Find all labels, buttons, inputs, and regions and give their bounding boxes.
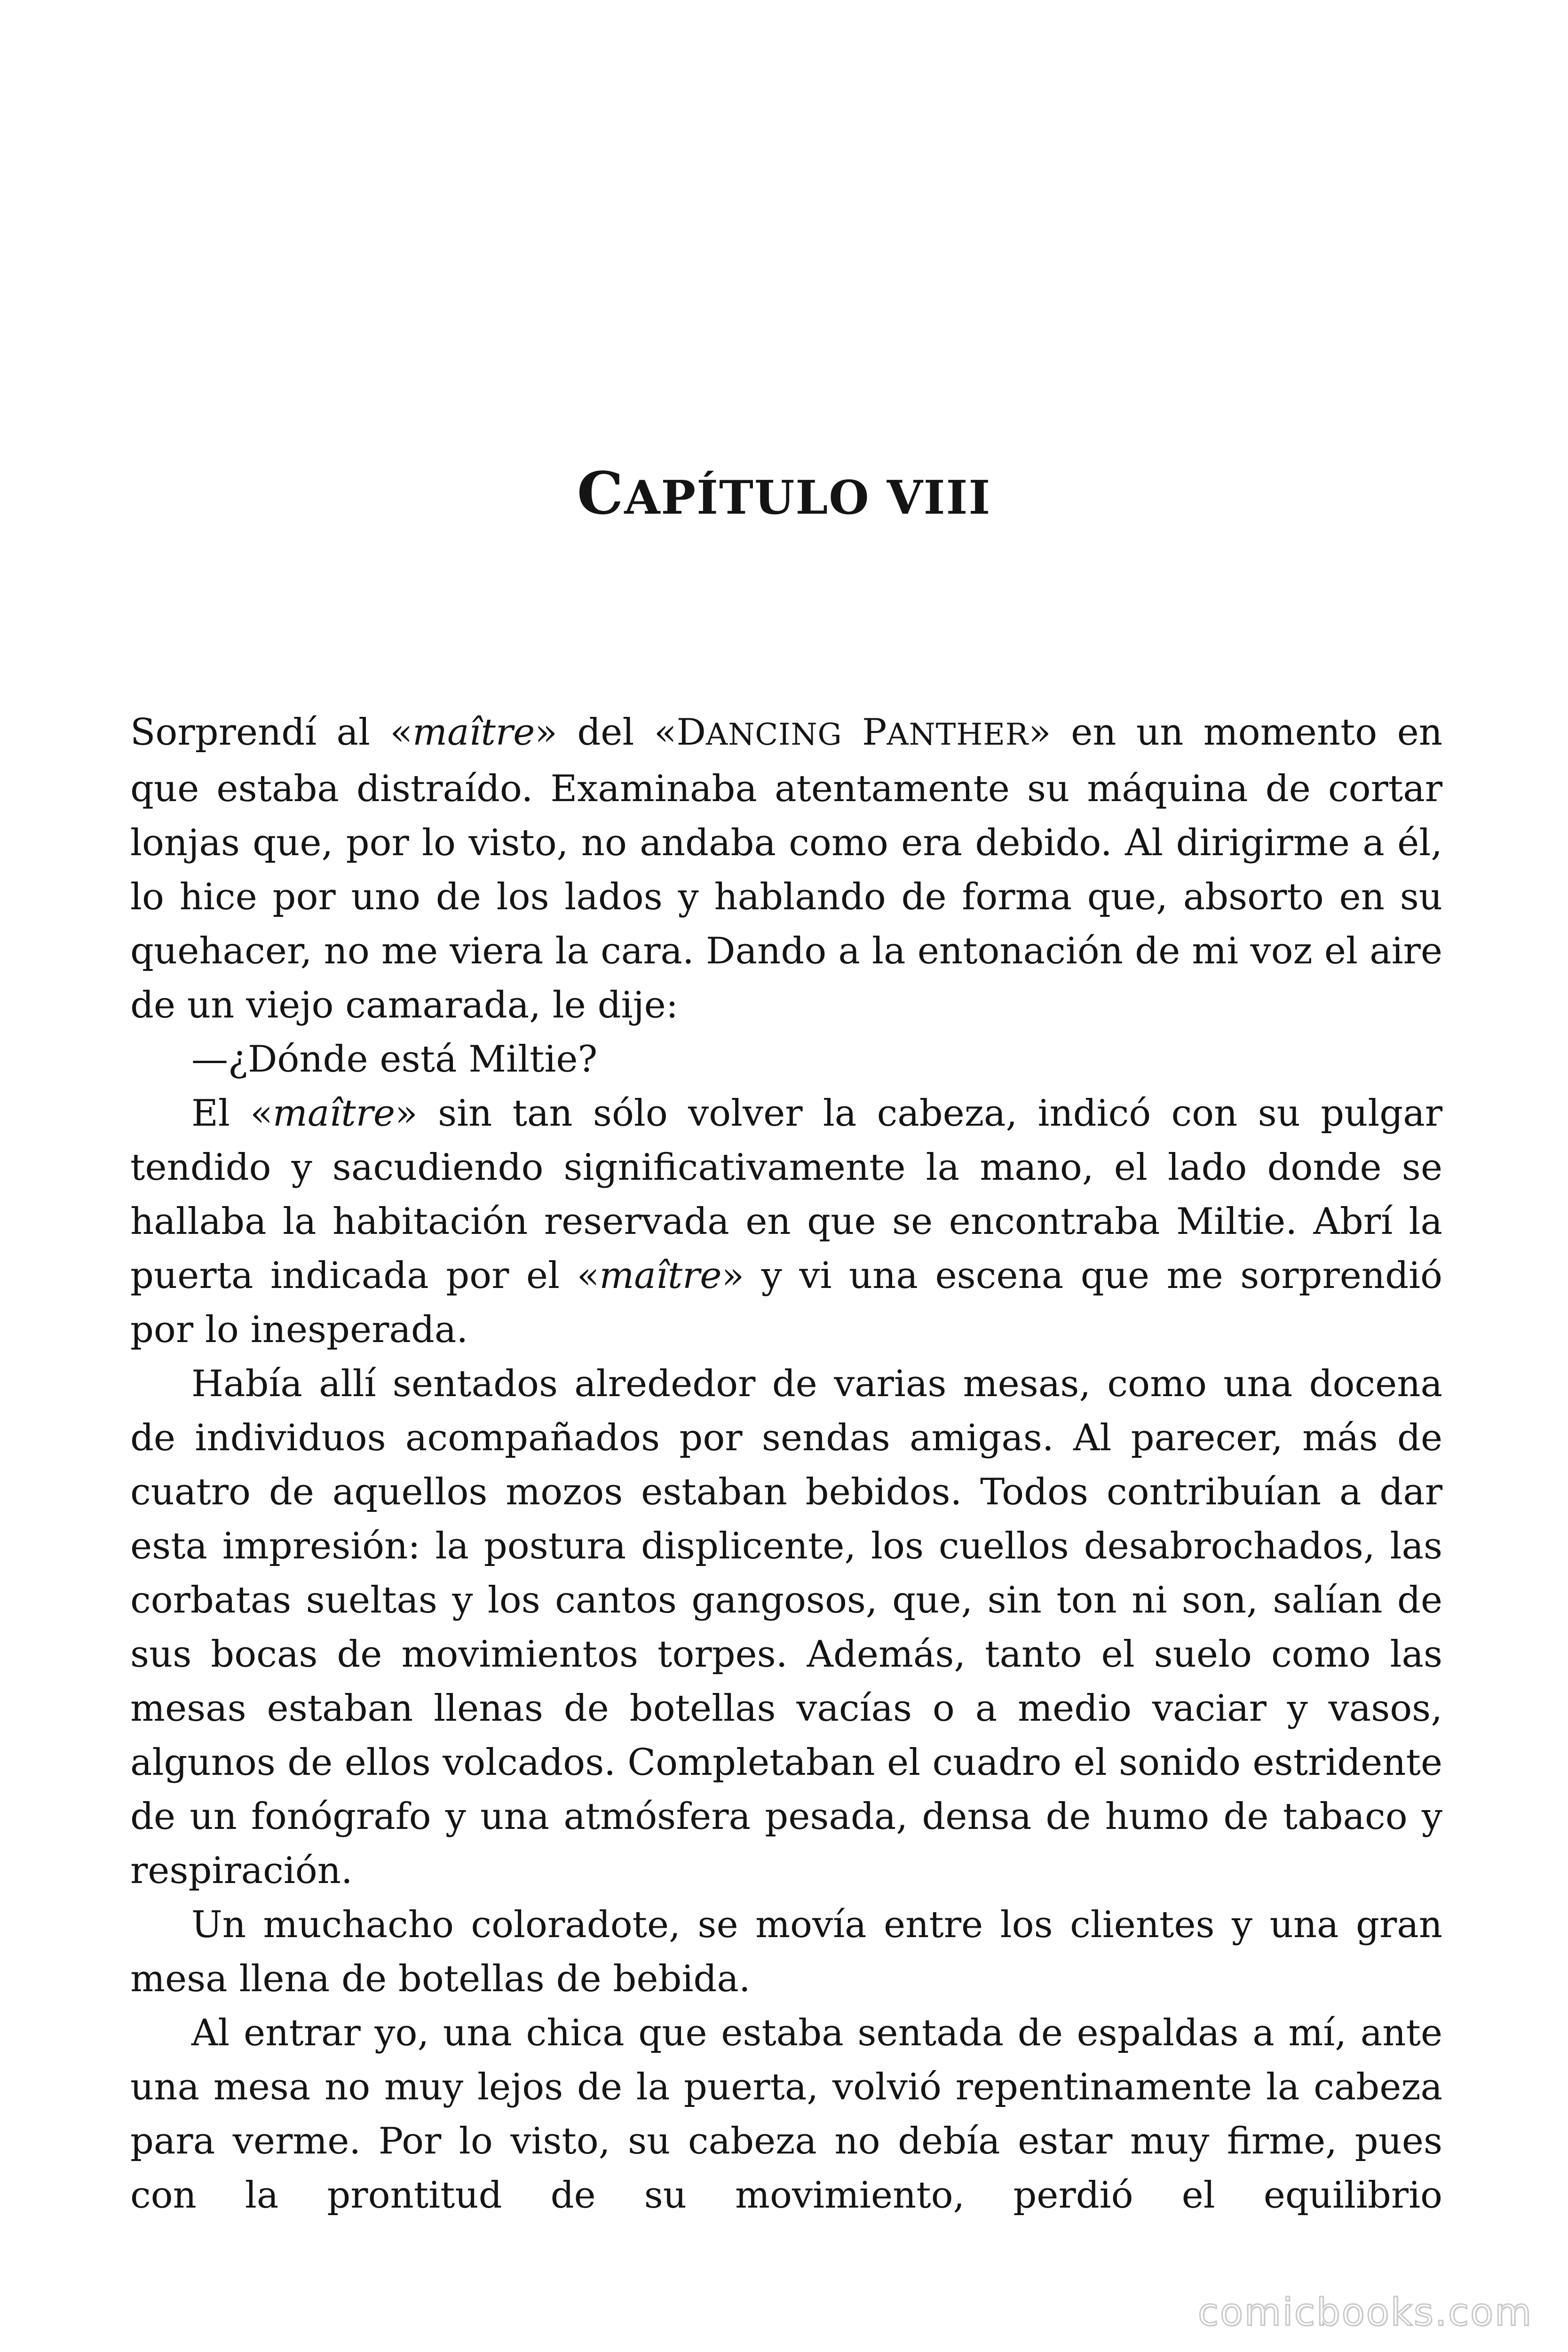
paragraph-6: Al entrar yo, una chica que estaba sentada de espaldas a mí, ante una mesa no muy lejos de la puerta, volvió repentinamente la cabeza para verme. Por lo visto, su cabeza no debía estar muy firme, pues con la prontitud de su movimiento, perdió el equilibrio xyxy=(130,2012,1442,2217)
text-run: » en un momento en que estaba distraído. Examinaba atentamente su máquina de cortar lonjas que, por lo visto, no andaba como era debido. Al dirigirme a él, lo hice por uno de los lados y hablando de forma que, absorto en su quehacer, no me viera la cara. Dando a la entonación de mi voz el aire de un viejo camarada, le dije: xyxy=(130,711,1443,1026)
paragraph-4: Había allí sentados alrededor de varias mesas, como una docena de individuos acompañados por sendas amigas. Al parecer, más de cuatro de aquellos mozos estaban bebidos. Todos contribuían a dar esta impresión: la postura displicente, los cuellos desabrochados, las corbatas sueltas y los cantos gangosos, que, sin ton ni son, salían de sus bocas de movimientos torpes. Además, tanto el suelo como las mesas estaban llenas de botellas vacías o a medio vaciar y vasos, algunos de ellos volcados. Completaban el cuadro el sonido estridente de un fonógrafo y una atmósfera pesada, densa de humo de tabaco y respiración. xyxy=(130,1363,1442,1892)
watermark: comicbooks.com xyxy=(1197,2290,1533,2334)
text-run: El « xyxy=(191,1092,273,1135)
text-run: Sorprendí al « xyxy=(130,711,413,754)
paragraph-1 xyxy=(130,706,1442,1033)
space xyxy=(842,711,862,754)
paragraph-3 xyxy=(130,1087,1442,1357)
chapter-title-initial: C xyxy=(577,460,625,528)
chapter-title xyxy=(0,459,1568,533)
text-run: » sin tan sólo volver la cabeza, indicó con su pulgar tendido y sacudiendo significativamente la mano, el lado donde se hallaba la habitación reservada en que se encontraba Miltie. Abrí la puerta indicada por el « xyxy=(130,1092,1442,1297)
smallcaps-initial: D xyxy=(676,711,706,754)
smallcaps-text: ANTHER xyxy=(887,717,1029,752)
chapter-body xyxy=(130,706,1442,2223)
smallcaps-text: ANCING xyxy=(705,717,842,752)
text-run: » del « xyxy=(535,711,677,754)
paragraph-5: Un muchacho coloradote, se movía entre los clientes y una gran mesa llena de botellas de bebida. xyxy=(130,1904,1442,2000)
smallcaps-initial: P xyxy=(862,711,887,754)
italic-word: maître xyxy=(599,1255,722,1297)
paragraph-2: —¿Dónde está Miltie? xyxy=(191,1038,598,1081)
italic-word: maître xyxy=(412,711,535,754)
chapter-title-smallcaps: APÍTULO VIII xyxy=(624,471,991,525)
text-run: » y vi una escena que me sorprendió por lo inesperada. xyxy=(130,1255,1443,1351)
italic-word: maître xyxy=(272,1092,396,1135)
